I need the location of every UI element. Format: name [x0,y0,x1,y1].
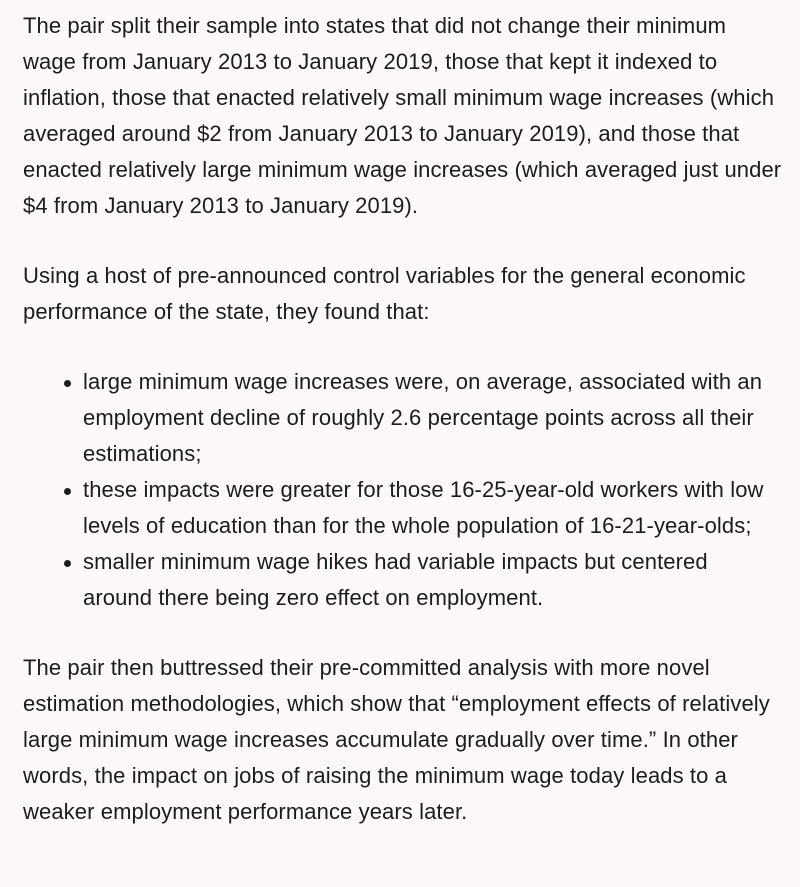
list-item: smaller minimum wage hikes had variable impacts but centered around there being zero effect on employment. [83,544,782,616]
paragraph-conclusion: The pair then buttressed their pre-committed analysis with more novel estimation methodologies, which show that “employment effects of relatively large minimum wage increases accumulate gradually over time.” In other words, the impact on jobs of raising the minimum wage today leads to a weaker employment performance years later. [23,655,770,824]
findings-list [23,364,782,616]
list-item: these impacts were greater for those 16-25-year-old workers with low levels of education than for the whole population of 16-21-year-olds; [83,472,782,544]
paragraph-control-variables: Using a host of pre-announced control variables for the general economic performance of the state, they found that: [23,263,746,324]
list-item: large minimum wage increases were, on average, associated with an employment decline of roughly 2.6 percentage points across all their estimations; [83,364,782,472]
paragraph-sample-split: The pair split their sample into states that did not change their minimum wage from January 2013 to January 2019, those that kept it indexed to inflation, those that enacted relatively small minimum wage increases (which averaged around $2 from January 2013 to January 2019), and those that enacted relatively large minimum wage increases (which averaged just under $4 from January 2013 to January 2019). [23,13,782,218]
